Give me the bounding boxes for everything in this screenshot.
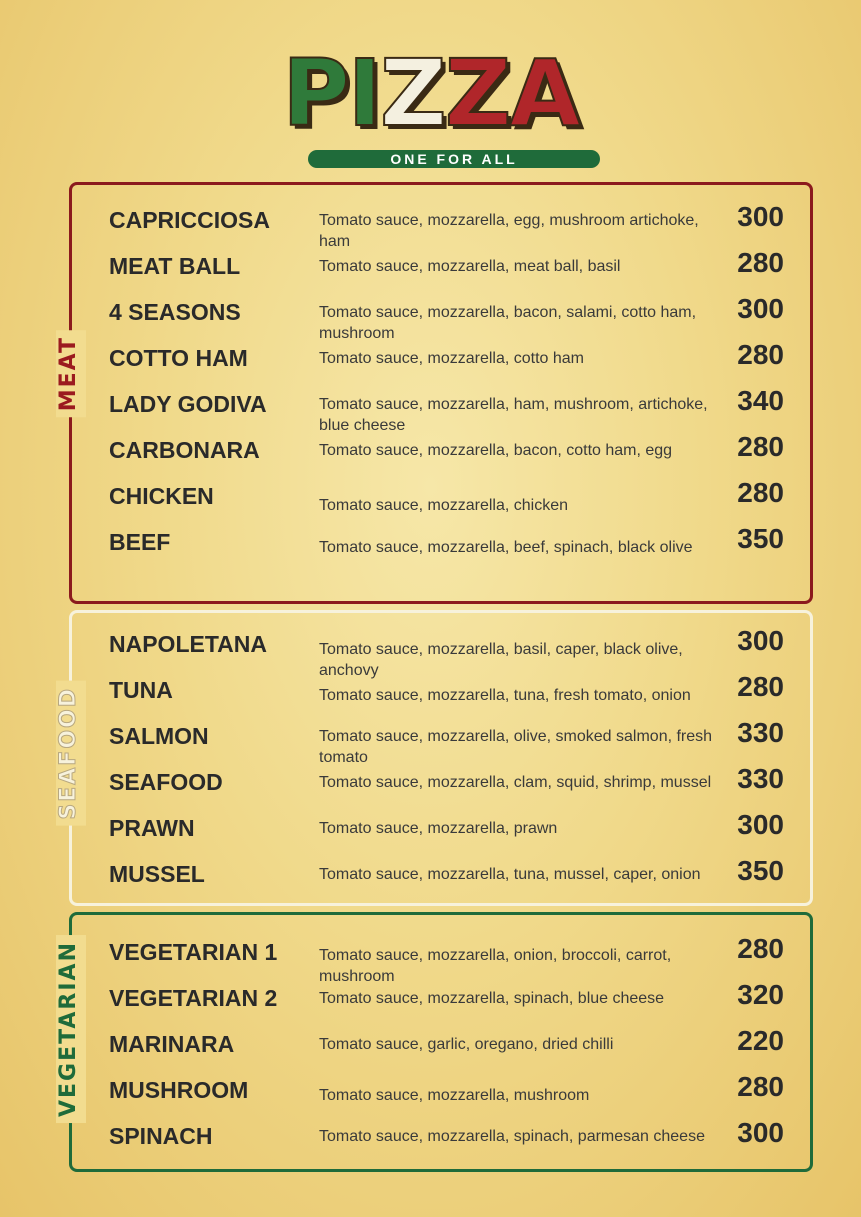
menu-item bbox=[72, 523, 810, 575]
item-description: Tomato sauce, mozzarella, ham, mushroom, artichoke, blue cheese bbox=[319, 396, 708, 434]
item-name: VEGETARIAN 2 bbox=[109, 985, 278, 1011]
item-name: PRAWN bbox=[109, 815, 195, 841]
menu-item bbox=[72, 477, 810, 529]
menu-item bbox=[72, 933, 810, 985]
item-price: 330 bbox=[737, 763, 784, 794]
item-price: 280 bbox=[737, 339, 784, 370]
menu-item bbox=[72, 385, 810, 437]
item-description: Tomato sauce, mozzarella, tuna, fresh tomato, onion bbox=[319, 687, 691, 704]
item-price: 280 bbox=[737, 933, 784, 964]
item-price: 320 bbox=[737, 979, 784, 1010]
item-price: 350 bbox=[737, 523, 784, 554]
logo-letter: I bbox=[347, 40, 381, 147]
item-name: SALMON bbox=[109, 723, 209, 749]
item-name: CAPRICCIOSA bbox=[109, 207, 271, 233]
section-meat bbox=[56, 182, 813, 604]
item-name: LADY GODIVA bbox=[109, 391, 267, 417]
item-name: SEAFOOD bbox=[109, 769, 223, 795]
menu-item bbox=[72, 979, 810, 1031]
item-description: Tomato sauce, mozzarella, cotto ham bbox=[319, 350, 585, 367]
item-name: SPINACH bbox=[109, 1123, 213, 1149]
item-price: 280 bbox=[737, 671, 784, 702]
menu-item bbox=[72, 1025, 810, 1077]
item-price: 330 bbox=[737, 717, 784, 748]
pizza-logo bbox=[0, 40, 861, 147]
item-name: BEEF bbox=[109, 529, 171, 555]
menu-item bbox=[72, 431, 810, 483]
item-name: COTTO HAM bbox=[109, 345, 248, 371]
item-name: VEGETARIAN 1 bbox=[109, 939, 278, 965]
menu-item bbox=[72, 625, 810, 679]
item-description: Tomato sauce, mozzarella, beef, spinach, black olive bbox=[319, 539, 693, 556]
item-description: Tomato sauce, mozzarella, mushroom bbox=[319, 1087, 590, 1104]
logo-letter: Z bbox=[380, 40, 445, 147]
item-name: TUNA bbox=[109, 677, 173, 703]
item-description: Tomato sauce, mozzarella, spinach, blue cheese bbox=[319, 990, 665, 1007]
menu-item bbox=[72, 201, 810, 253]
item-price: 280 bbox=[737, 1071, 784, 1102]
item-description: Tomato sauce, mozzarella, clam, squid, shrimp, mussel bbox=[319, 774, 712, 791]
item-description: Tomato sauce, mozzarella, egg, mushroom artichoke, ham bbox=[319, 212, 699, 250]
item-price: 300 bbox=[737, 201, 784, 232]
item-description: Tomato sauce, mozzarella, bacon, cotto ham, egg bbox=[319, 442, 673, 459]
item-name: CHICKEN bbox=[109, 483, 214, 509]
item-price: 300 bbox=[737, 809, 784, 840]
item-price: 340 bbox=[737, 385, 784, 416]
item-name: MUSHROOM bbox=[109, 1077, 249, 1103]
item-price: 280 bbox=[737, 431, 784, 462]
section-seafood bbox=[56, 610, 813, 906]
item-name: MEAT BALL bbox=[109, 253, 241, 279]
menu-item bbox=[72, 339, 810, 391]
item-price: 350 bbox=[737, 855, 784, 886]
item-description: Tomato sauce, mozzarella, prawn bbox=[319, 820, 558, 837]
section-vegetarian bbox=[56, 912, 813, 1172]
menu-item bbox=[72, 809, 810, 861]
item-name: MARINARA bbox=[109, 1031, 235, 1057]
menu-item bbox=[72, 1117, 810, 1169]
menu-item bbox=[72, 855, 810, 907]
item-name: MUSSEL bbox=[109, 861, 205, 887]
section-label-meat: MEAT bbox=[56, 330, 86, 417]
item-price: 220 bbox=[737, 1025, 784, 1056]
item-price: 280 bbox=[737, 477, 784, 508]
logo-letter: A bbox=[509, 40, 579, 147]
item-price: 300 bbox=[737, 293, 784, 324]
item-description: Tomato sauce, mozzarella, olive, smoked salmon, fresh tomato bbox=[319, 728, 713, 766]
item-price: 300 bbox=[737, 1117, 784, 1148]
item-description: Tomato sauce, mozzarella, meat ball, basil bbox=[319, 258, 621, 275]
section-label-vegetarian: VEGETARIAN bbox=[56, 935, 86, 1123]
item-description: Tomato sauce, mozzarella, chicken bbox=[319, 497, 568, 514]
item-description: Tomato sauce, mozzarella, onion, broccoli, carrot, mushroom bbox=[319, 947, 672, 985]
menu-item bbox=[72, 247, 810, 299]
menu-item bbox=[72, 671, 810, 723]
item-name: NAPOLETANA bbox=[109, 631, 268, 657]
item-description: Tomato sauce, mozzarella, tuna, mussel, caper, onion bbox=[319, 866, 701, 883]
logo-letter: Z bbox=[444, 40, 510, 147]
item-name: 4 SEASONS bbox=[109, 299, 241, 325]
menu-item bbox=[72, 1071, 810, 1123]
logo-letter: P bbox=[282, 40, 348, 147]
section-label-seafood: SEAFOOD bbox=[56, 681, 86, 826]
item-description: Tomato sauce, mozzarella, bacon, salami, cotto ham, mushroom bbox=[319, 304, 697, 342]
menu-item bbox=[72, 763, 810, 815]
item-description: Tomato sauce, garlic, oregano, dried chilli bbox=[319, 1036, 614, 1053]
item-description: Tomato sauce, mozzarella, basil, caper, black olive, anchovy bbox=[319, 641, 683, 679]
item-name: CARBONARA bbox=[109, 437, 260, 463]
item-description: Tomato sauce, mozzarella, spinach, parmesan cheese bbox=[319, 1128, 705, 1145]
menu-item bbox=[72, 717, 810, 769]
tagline: ONE FOR ALL bbox=[308, 150, 600, 168]
item-price: 300 bbox=[737, 625, 784, 656]
menu-item bbox=[72, 293, 810, 345]
item-price: 280 bbox=[737, 247, 784, 278]
